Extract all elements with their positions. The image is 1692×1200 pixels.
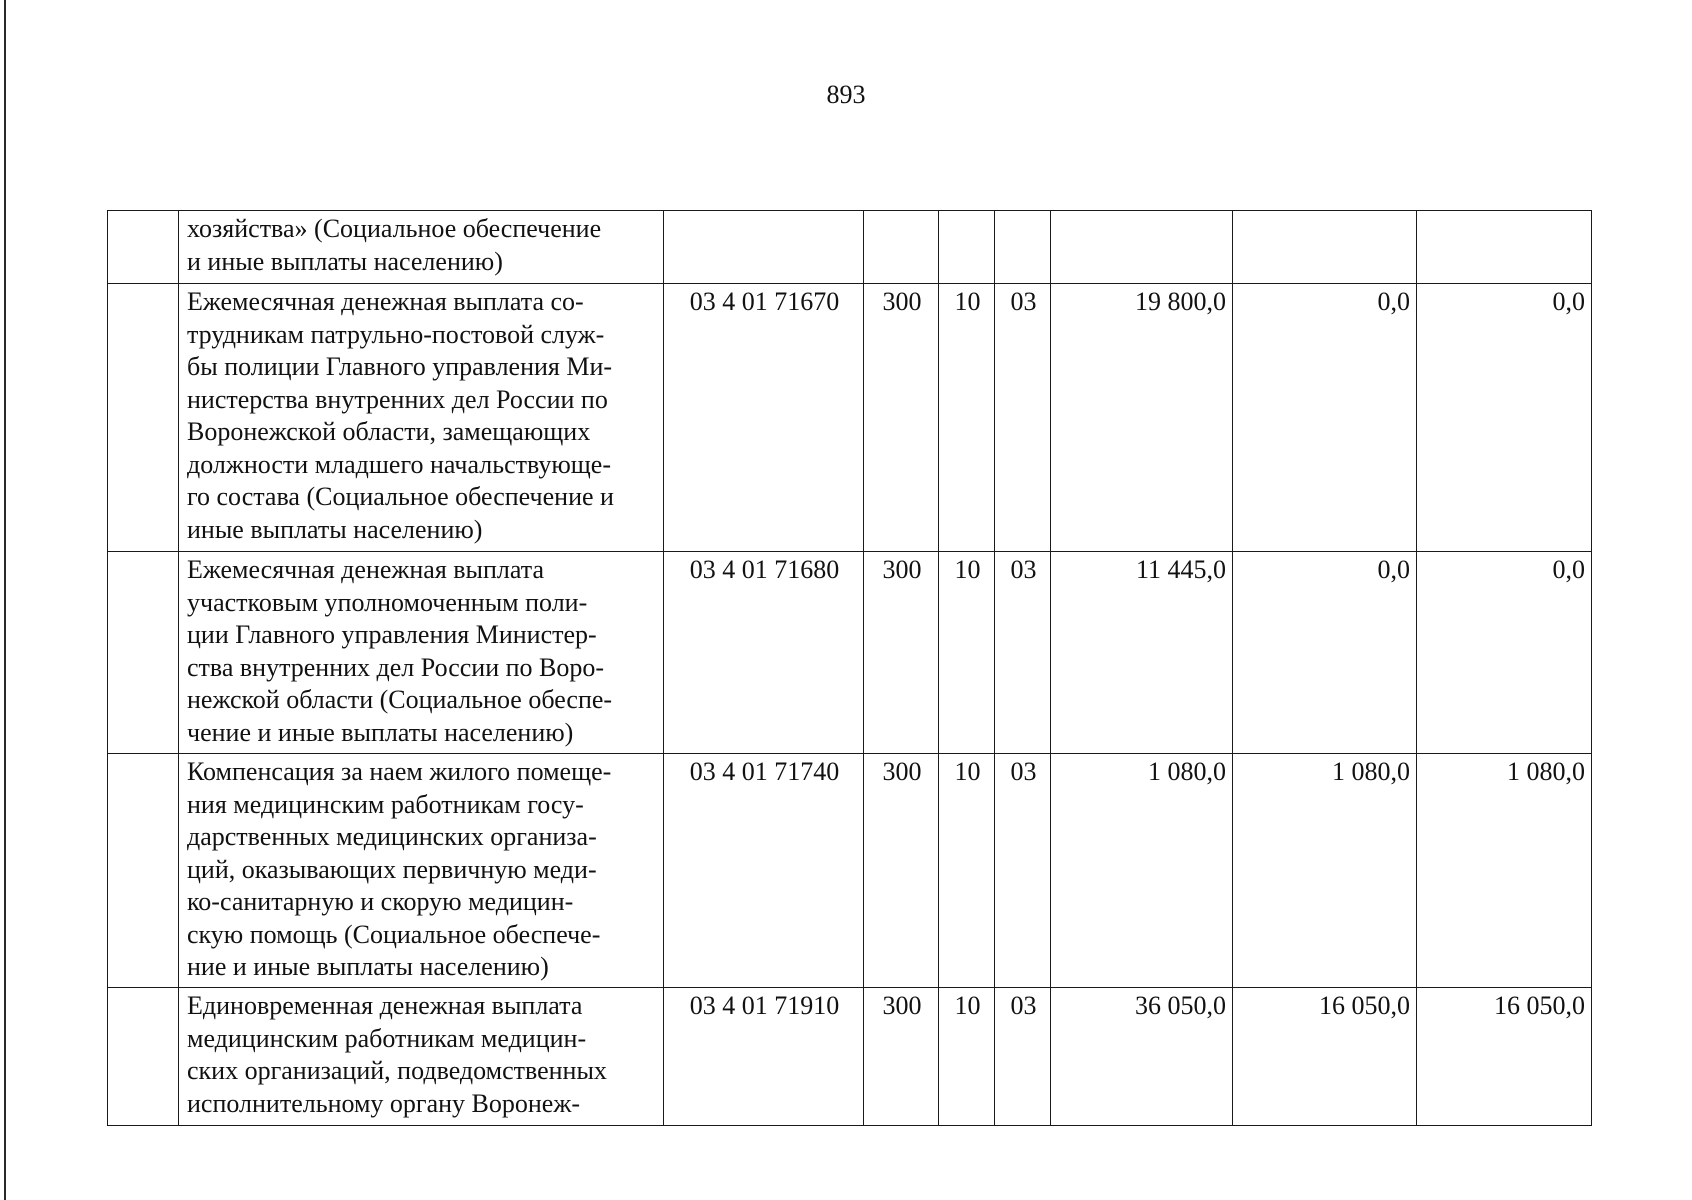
description-cell: хозяйства» (Социальное обеспечение и иные выплаты населению) xyxy=(179,211,664,284)
amount-year1-cell: 11 445,0 xyxy=(1051,552,1233,754)
table-row xyxy=(108,754,1592,988)
subsection-cell: 03 xyxy=(995,284,1051,552)
target-code-cell: 03 4 01 71670 xyxy=(664,284,864,552)
row-number-cell xyxy=(108,988,179,1126)
amount-year1-cell: 36 050,0 xyxy=(1051,988,1233,1126)
subsection-cell xyxy=(995,211,1051,284)
amount-year1-cell xyxy=(1051,211,1233,284)
budget-table xyxy=(107,210,1592,1126)
amount-year3-cell: 0,0 xyxy=(1417,284,1592,552)
expense-type-cell: 300 xyxy=(864,284,939,552)
section-cell xyxy=(939,211,995,284)
expense-type-cell: 300 xyxy=(864,552,939,754)
amount-year1-cell: 19 800,0 xyxy=(1051,284,1233,552)
subsection-cell: 03 xyxy=(995,552,1051,754)
table-row xyxy=(108,988,1592,1126)
section-cell: 10 xyxy=(939,988,995,1126)
amount-year1-cell: 1 080,0 xyxy=(1051,754,1233,988)
table-row xyxy=(108,211,1592,284)
target-code-cell: 03 4 01 71680 xyxy=(664,552,864,754)
page-number: 893 xyxy=(826,80,866,109)
target-code-cell: 03 4 01 71910 xyxy=(664,988,864,1126)
scan-edge-line xyxy=(4,0,6,1200)
amount-year3-cell: 0,0 xyxy=(1417,552,1592,754)
row-number-cell xyxy=(108,211,179,284)
description-cell: Единовременная денежная выплата медицинским работникам медицин- ских организаций, подведомственных исполнительному органу Воронеж- xyxy=(179,988,664,1126)
amount-year2-cell: 16 050,0 xyxy=(1233,988,1417,1126)
target-code-cell xyxy=(664,211,864,284)
row-number-cell xyxy=(108,284,179,552)
expense-type-cell: 300 xyxy=(864,988,939,1126)
expense-type-cell xyxy=(864,211,939,284)
section-cell: 10 xyxy=(939,552,995,754)
amount-year2-cell: 0,0 xyxy=(1233,284,1417,552)
description-cell: Ежемесячная денежная выплата со- трудникам патрульно-постовой служ- бы полиции Главного управления Ми- нистерства внутренних дел России по Воронежской области, замещающих должности младшего начальствующе- го состава (Социальное обеспечение и иные выплаты населению) xyxy=(179,284,664,552)
amount-year2-cell: 0,0 xyxy=(1233,552,1417,754)
table-row xyxy=(108,552,1592,754)
expense-type-cell: 300 xyxy=(864,754,939,988)
table-row xyxy=(108,284,1592,552)
section-cell: 10 xyxy=(939,284,995,552)
description-cell: Ежемесячная денежная выплата участковым уполномоченным поли- ции Главного управления Министер- ства внутренних дел России по Воро- нежской области (Социальное обеспе- чение и иные выплаты населению) xyxy=(179,552,664,754)
description-cell: Компенсация за наем жилого помеще- ния медицинским работникам госу- дарственных медицинских организа- ций, оказывающих первичную меди- ко-санитарную и скорую медицин- скую помощь (Социальное обеспече- ние и иные выплаты населению) xyxy=(179,754,664,988)
amount-year3-cell xyxy=(1417,211,1592,284)
row-number-cell xyxy=(108,552,179,754)
subsection-cell: 03 xyxy=(995,754,1051,988)
amount-year2-cell: 1 080,0 xyxy=(1233,754,1417,988)
amount-year2-cell xyxy=(1233,211,1417,284)
row-number-cell xyxy=(108,754,179,988)
target-code-cell: 03 4 01 71740 xyxy=(664,754,864,988)
subsection-cell: 03 xyxy=(995,988,1051,1126)
amount-year3-cell: 1 080,0 xyxy=(1417,754,1592,988)
amount-year3-cell: 16 050,0 xyxy=(1417,988,1592,1126)
section-cell: 10 xyxy=(939,754,995,988)
